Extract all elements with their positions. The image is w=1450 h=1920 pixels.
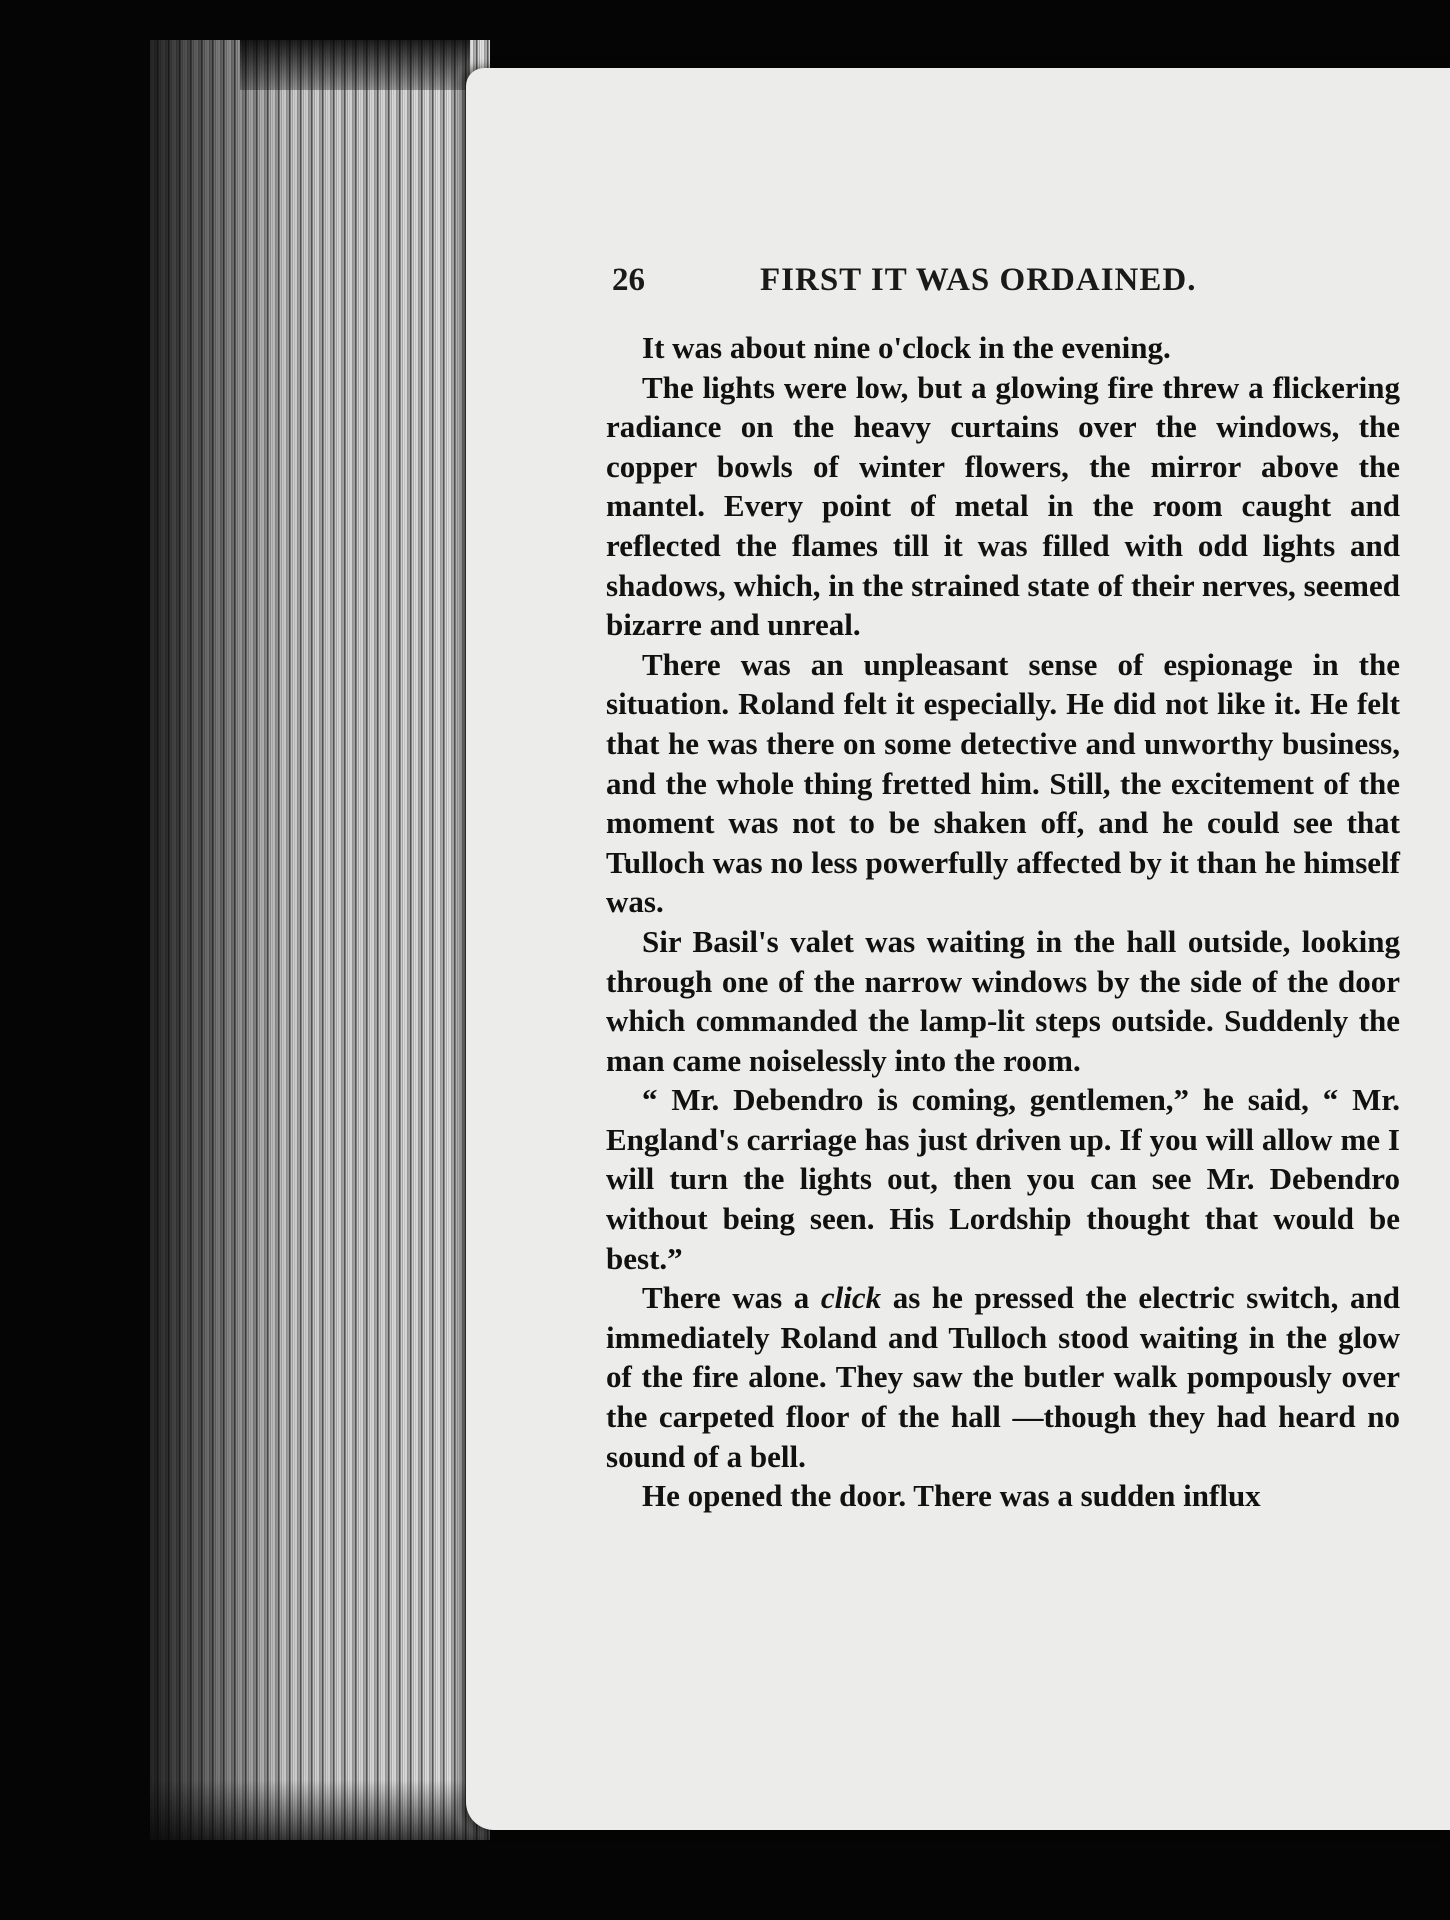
paragraph xyxy=(606,1278,1400,1476)
paragraph: He opened the door. There was a sudden influx xyxy=(642,1478,1261,1514)
emphasis-text: click xyxy=(820,1280,882,1316)
paragraph: “ Mr. Debendro is coming, gentlemen,” he said, “ Mr. England's carriage has just driven up. If you will allow me I will turn the lights out, then you can see Mr. Debendro without being seen. His Lordship thought that would be best.” xyxy=(606,1082,1400,1276)
page-edges xyxy=(150,40,490,1840)
paragraph-text: There was a xyxy=(642,1280,821,1316)
page-edges-shadow-top xyxy=(240,30,470,90)
body-text xyxy=(606,328,1400,1516)
paragraph: The lights were low, but a glowing fire threw a flickering radiance on the heavy curtains over the windows, the copper bowls of winter flowers, the mirror above the mantel. Every point of metal in the room caught and reflected the flames till it was filled with odd lights and shadows, which, in the strained state of their nerves, seemed bizarre and unreal. xyxy=(606,369,1400,643)
running-title: FIRST IT WAS ORDAINED. xyxy=(760,262,1197,298)
paragraph: It was about nine o'clock in the evening. xyxy=(642,330,1171,365)
paragraph-text: as he pressed the electric switch, and immediately Roland and Tulloch stood waiting in the glow of the fire alone. They saw the butler walk pompously over the carpeted floor of the hall —though they had heard no sound of a bell. xyxy=(606,1280,1400,1474)
paragraph: Sir Basil's valet was waiting in the hall outside, looking through one of the narrow windows by the side of the door which commanded the lamp-lit steps outside. Suddenly the man came noiselessly into the room. xyxy=(606,923,1400,1078)
page-number: 26 xyxy=(612,262,645,298)
page-edges-shadow-bottom xyxy=(150,1780,490,1860)
page-header xyxy=(612,262,1272,308)
paragraph: There was an unpleasant sense of espionage in the situation. Roland felt it especially. He did not like it. He felt that he was there on some detective and unworthy business, and the whole thing fretted him. Still, the excitement of the moment was not to be shaken off, and he could see that Tulloch was no less powerfully affected by it than he himself was. xyxy=(606,646,1400,920)
